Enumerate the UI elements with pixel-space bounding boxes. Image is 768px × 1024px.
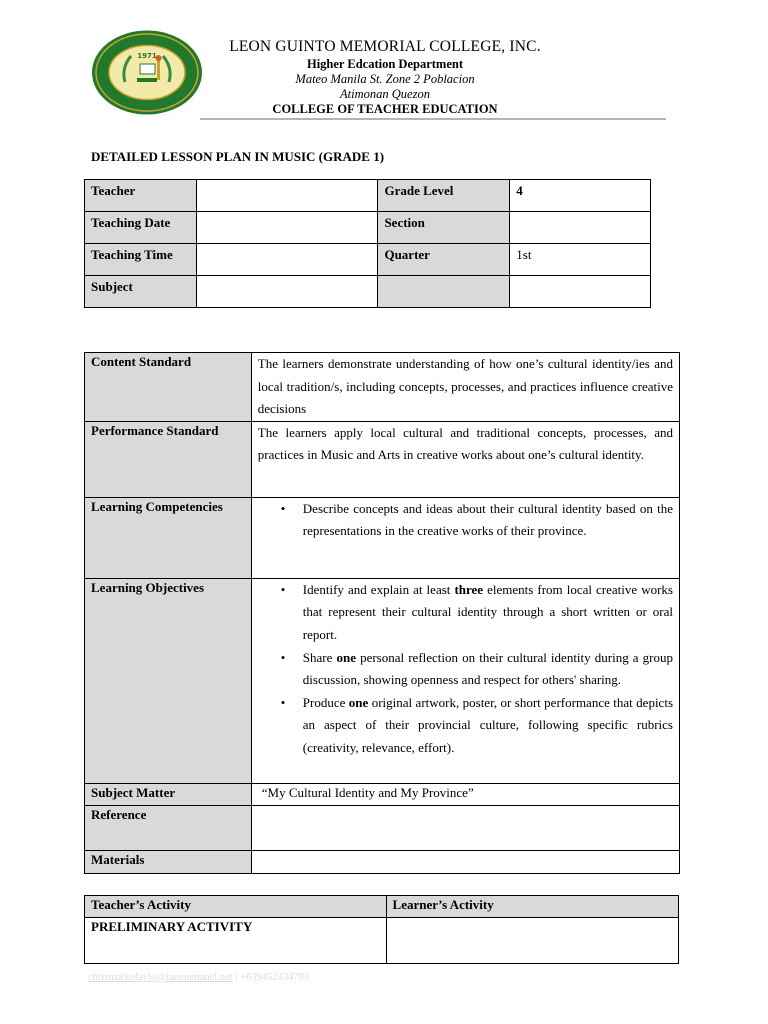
learning-objectives-cell: [251, 578, 679, 783]
section-label: Section: [378, 212, 510, 244]
learner-activity-cell[interactable]: [386, 918, 678, 964]
lesson-info-table: [84, 179, 651, 308]
learning-objectives-label: Learning Objectives: [85, 578, 252, 783]
header-divider: [200, 118, 666, 120]
address-line-2: Atimonan Quezon: [340, 87, 430, 101]
learning-competencies-label: Learning Competencies: [85, 497, 252, 578]
performance-standard-label: Performance Standard: [85, 421, 252, 497]
quarter-label: Quarter: [378, 244, 510, 276]
subject-matter-text: “My Cultural Identity and My Province”: [251, 783, 679, 805]
objective-item: • Share one personal reflection on their cultural identity during a group discussion, showing openness and respect for others' sharing.: [303, 647, 673, 692]
department-name: Higher Edcation Department: [306, 57, 463, 71]
college-name: LEON GUINTO MEMORIAL COLLEGE, INC.: [229, 38, 541, 55]
activity-table: [84, 895, 679, 964]
teacher-field[interactable]: [196, 180, 378, 212]
teacher-label: Teacher: [85, 180, 197, 212]
grade-level-label: Grade Level: [378, 180, 510, 212]
reference-label: Reference: [85, 805, 252, 850]
empty-cell[interactable]: [510, 276, 651, 308]
footer-contact: chrismarkolaylo@larsonmanel.net | +639452434783: [88, 972, 309, 983]
teaching-time-label: Teaching Time: [85, 244, 197, 276]
address-line-1: Mateo Manila St. Zone 2 Poblacion: [295, 72, 475, 86]
learner-activity-header: Learner’s Activity: [386, 896, 678, 918]
teaching-time-field[interactable]: [196, 244, 378, 276]
content-standard-label: Content Standard: [85, 353, 252, 422]
empty-shaded-cell: [378, 276, 510, 308]
objective-item: • Identify and explain at least three elements from local creative works that represent their cultural identity through a short written or oral report.: [303, 579, 673, 647]
teaching-date-label: Teaching Date: [85, 212, 197, 244]
section-field[interactable]: [510, 212, 651, 244]
teacher-activity-header: Teacher’s Activity: [85, 896, 387, 918]
materials-field[interactable]: [251, 850, 679, 873]
quarter-field[interactable]: 1st: [510, 244, 651, 276]
preliminary-activity-cell: PRELIMINARY ACTIVITY: [85, 918, 387, 964]
subject-matter-label: Subject Matter: [85, 783, 252, 805]
subject-label: Subject: [85, 276, 197, 308]
unit-name: COLLEGE OF TEACHER EDUCATION: [272, 102, 498, 116]
learning-competencies-cell: [251, 497, 679, 578]
performance-standard-text: The learners apply local cultural and traditional concepts, processes, and practices in Music and Arts in creative works about one’s cultural identity.: [251, 421, 679, 497]
footer-email-link[interactable]: chrismarkolaylo@larsonmanel.net: [88, 972, 233, 983]
competency-item: • Describe concepts and ideas about their cultural identity based on the representations in the creative works of their province.: [303, 498, 673, 543]
lesson-standards-table: [84, 352, 680, 874]
svg-text:1971: 1971: [137, 52, 157, 60]
college-seal-icon: [91, 30, 203, 115]
document-title: DETAILED LESSON PLAN IN MUSIC (GRADE 1): [91, 149, 385, 164]
subject-field[interactable]: [196, 276, 378, 308]
grade-level-field[interactable]: 4: [510, 180, 651, 212]
reference-field[interactable]: [251, 805, 679, 850]
objective-item: • Produce one original artwork, poster, or short performance that depicts an aspect of their provincial culture, following specific rubrics (creativity, relevance, effort).: [303, 692, 673, 760]
materials-label: Materials: [85, 850, 252, 873]
teaching-date-field[interactable]: [196, 212, 378, 244]
footer-phone: +639452434783: [240, 972, 309, 983]
content-standard-text: The learners demonstrate understanding of how one’s cultural identity/ies and local tradition/s, including concepts, processes, and practices influence creative decisions: [251, 353, 679, 422]
